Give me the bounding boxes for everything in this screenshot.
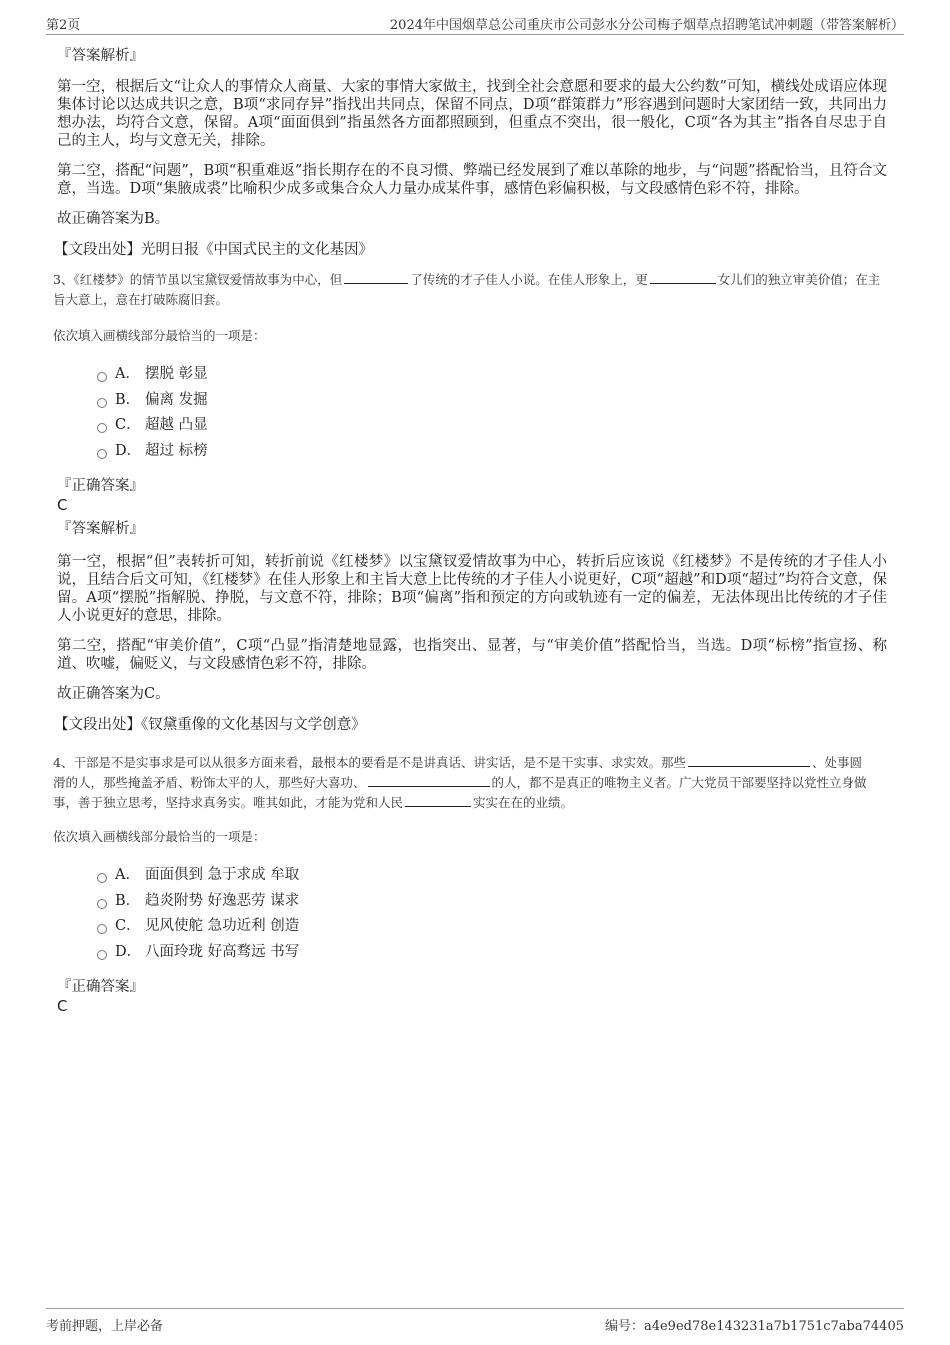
option-text: 偏离 发掘 [145,391,208,408]
option-letter: B． [115,391,141,408]
option-text: 摆脱 彰显 [145,366,208,382]
fill-blank [405,794,471,807]
option-text: 见风使舵 急功近利 创造 [145,918,300,934]
question-text: 女儿们的独立审美价值；在主旨大意上，意在打破陈腐旧套。 [53,272,881,307]
radio-icon[interactable] [97,423,107,433]
question-text: 事，善于独立思考，坚持求真务实。唯其如此，才能为党和人民 [53,795,404,810]
correct-answer-label: 『正确答案』 [57,478,144,494]
option-b[interactable] [97,390,887,416]
option-a[interactable] [97,364,887,390]
option-letter: C． [115,918,141,934]
analysis-conclusion: 故正确答案为B。 [57,211,170,227]
document-title: 2024年中国烟草总公司重庆市公司彭水分公司梅子烟草点招聘笔试冲刺题（带答案解析） [389,18,904,33]
option-letter: C． [115,417,141,433]
radio-icon[interactable] [97,398,107,408]
answer-analysis-label: 『答案解析』 [57,48,144,64]
option-text: 八面玲珑 好高骛远 书写 [145,943,300,960]
question-text: 实实在在的业绩。 [473,795,574,810]
correct-answer: C [57,496,68,514]
document-id: 编号：a4e9ed78e143231a7b1751c7aba74405 [604,1319,904,1334]
page-number: 第2页 [46,18,81,33]
option-a[interactable] [97,865,887,891]
radio-icon[interactable] [97,924,107,934]
question-4-stem [53,753,887,813]
correct-answer: C [57,997,68,1015]
page-footer [46,1308,904,1333]
radio-icon[interactable] [97,950,107,960]
analysis-conclusion: 故正确答案为C。 [57,686,170,702]
option-letter: B． [115,892,141,909]
question-text: 3、《红楼梦》的情节虽以宝黛钗爱情故事为中心，但 [53,272,343,287]
correct-answer-label: 『正确答案』 [57,979,144,995]
answer-analysis-label: 『答案解析』 [57,521,144,537]
footer-slogan: 考前押题，上岸必备 [46,1319,164,1334]
question-prompt: 依次填入画横线部分最恰当的一项是： [53,829,266,844]
option-text: 面面俱到 急于求成 牟取 [145,867,300,883]
question-prompt: 依次填入画横线部分最恰当的一项是： [53,328,266,343]
document-body [53,46,887,1020]
option-text: 超越 凸显 [145,417,208,433]
question-text: 的人，都不是真正的唯物主义者。广大党员干部要坚持以党性立身做 [491,775,867,790]
analysis-paragraph: 第一空，根据后文“让众人的事情众人商量、大家的事情大家做主，找到全社会意愿和要求的最大公约数”可知，横线处成语应体现集体讨论以达成共识之意，B项“求同存异”指找出共同点，保留不同点，D项“群策群力”形容遇到问题时大家团结一致，共同出力想办法，均符合文意，保留。A项“面面俱到”指虽然各方面都照顾到，但重点不突出，很一般化，C项“各为其主”指各自尽忠于自己的主人，均与文意无关，排除。 [57,79,887,149]
fill-blank [368,774,490,787]
option-c[interactable] [97,916,887,942]
radio-icon[interactable] [97,449,107,459]
analysis-paragraph: 第二空，搭配“审美价值”，C项“凸显”指清楚地显露，也指突出、显著，与“审美价值”搭配恰当，当选。D项“标榜”指宣扬、称道、吹嘘，偏贬义，与文段感情色彩不符，排除。 [57,638,887,672]
option-d[interactable] [97,441,887,467]
passage-source: 【文段出处】光明日报《中国式民主的文化基因》 [54,242,373,258]
option-letter: D． [115,442,142,459]
question-text: 、处事圆 [811,755,862,770]
fill-blank [688,754,810,767]
option-letter: D． [115,943,142,960]
question-4-options [97,865,887,967]
radio-icon[interactable] [97,899,107,909]
fill-blank [650,271,716,284]
passage-source: 【文段出处】《钗黛重像的文化基因与文学创意》 [54,717,366,733]
option-text: 趋炎附势 好逸恶劳 谋求 [145,892,300,909]
question-3-stem [53,270,887,310]
fill-blank [344,271,408,284]
option-letter: A． [115,867,140,883]
question-3-options [97,364,887,466]
page-header [46,14,904,35]
option-b[interactable] [97,891,887,917]
option-c[interactable] [97,415,887,441]
question-text: 滑的人，那些掩盖矛盾、粉饰太平的人，那些好大喜功、 [53,775,366,790]
radio-icon[interactable] [97,372,107,382]
question-text: 了传统的才子佳人小说。在佳人形象上，更 [410,272,648,287]
radio-icon[interactable] [97,873,107,883]
option-text: 超过 标榜 [145,442,208,459]
question-text: 4、干部是不是实事求是可以从很多方面来看，最根本的要看是不是讲真话、讲实话，是不是干实事、求实效。那些 [53,755,686,770]
option-letter: A． [115,366,140,382]
analysis-paragraph: 第一空，根据“但”表转折可知，转折前说《红楼梦》以宝黛钗爱情故事为中心，转折后应该说《红楼梦》不是传统的才子佳人小说，且结合后文可知，《红楼梦》在佳人形象上和主旨大意上比传统的才子佳人小说更好，C项“超越”和D项“超过”均符合文意，保留。A项“摆脱”指解脱、挣脱，与文意不符，排除；B项“偏离”指和预定的方向或轨迹有一定的偏差，无法体现出比传统的才子佳人小说更好的意思，排除。 [57,554,887,624]
option-d[interactable] [97,942,887,968]
analysis-paragraph: 第二空，搭配“问题”，B项“积重难返”指长期存在的不良习惯、弊端已经发展到了难以革除的地步，与“问题”搭配恰当，且符合文意，当选。D项“集腋成裘”比喻积少成多或集合众人力量办成某件事，感情色彩偏积极，与文段感情色彩不符，排除。 [57,163,887,197]
